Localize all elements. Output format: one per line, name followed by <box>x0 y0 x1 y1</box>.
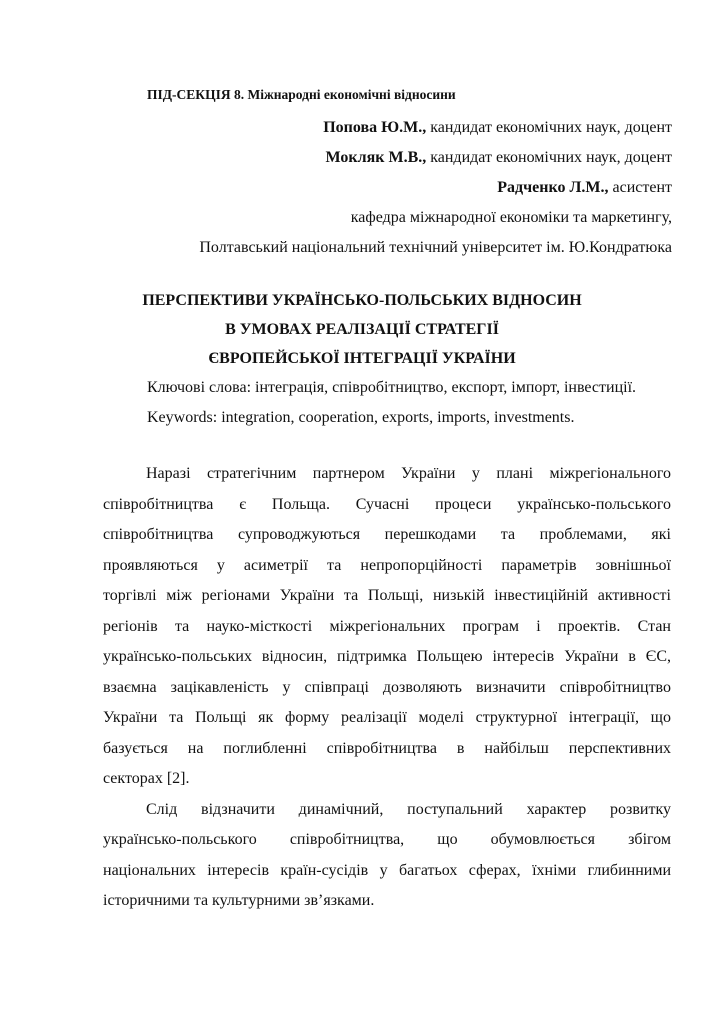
section-title: Міжнародні економічні відносини <box>247 87 456 102</box>
text-line: історичними та культурними зв’язками. <box>103 892 375 909</box>
title-line-1: ПЕРСПЕКТИВИ УКРАЇНСЬКО-ПОЛЬСЬКИХ ВІДНОСИН <box>142 292 582 309</box>
text-line: базується на поглибленні співробітництва в найбільш перспективних <box>103 739 671 757</box>
paper-title <box>0 286 724 373</box>
text-line: Слід відзначити динамічний, поступальний характер розвитку <box>146 800 671 818</box>
text-line: проявляються у асиметрії та непропорційності параметрів зовнішньої <box>103 556 671 574</box>
paragraph-1 <box>103 459 671 795</box>
author-name: Попова Ю.М., <box>323 119 427 136</box>
author-line <box>199 173 672 203</box>
body-text <box>103 459 671 917</box>
text-line: регіонів та науко-місткості міжрегіональних програм і проектів. Стан <box>103 617 671 635</box>
title-line-3: ЄВРОПЕЙСЬКОЇ ІНТЕГРАЦІЇ УКРАЇНИ <box>208 350 516 367</box>
author-line <box>199 143 672 173</box>
text-line: національних інтересів країн-сусідів у багатьох сферах, їхніми глибинними <box>103 861 671 879</box>
author-position: кандидат економічних наук, доцент <box>426 149 672 166</box>
text-line: Наразі стратегічним партнером України у плані міжрегіонального <box>146 465 671 482</box>
text-line: секторах [2]. <box>103 770 190 787</box>
author-name: Радченко Л.М., <box>497 179 609 196</box>
keywords-ukrainian: Ключові слова: інтеграція, співробітництво, експорт, імпорт, інвестиції. <box>147 379 637 396</box>
section-header <box>147 87 456 103</box>
text-line: співробітництва є Польща. Сучасні процеси українсько-польського <box>103 495 671 513</box>
text-line: України та Польщі як форму реалізації моделі структурної інтеграції, що <box>103 709 671 726</box>
text-line: українсько-польського співробітництва, що обумовлюється збігом <box>103 831 671 848</box>
keywords-english: Keywords: integration, cooperation, exports, imports, investments. <box>147 409 575 426</box>
text-line: співробітництва супроводжуються перешкодами та проблемами, які <box>103 526 671 543</box>
author-name: Мокляк М.В., <box>325 149 427 166</box>
text-line: українсько-польських відносин, підтримка Польщею інтересів України в ЄС, <box>103 648 671 665</box>
affiliation-department: кафедра міжнародної економіки та маркетингу, <box>350 209 672 226</box>
authors-block <box>199 113 672 263</box>
text-line: торгівлі між регіонами України та Польщі, низькій інвестиційній активності <box>103 587 671 604</box>
title-line-2: В УМОВАХ РЕАЛІЗАЦІЇ СТРАТЕГІЇ <box>225 321 499 338</box>
author-line <box>199 113 672 143</box>
text-line: взаємна зацікавленість у співпраці дозволяють визначити співробітництво <box>103 678 671 696</box>
author-position: асистент <box>608 179 672 196</box>
section-prefix: ПІД-СЕКЦІЯ 8. <box>147 87 245 102</box>
paragraph-2 <box>103 795 671 917</box>
affiliation-university: Полтавський національний технічний університет ім. Ю.Кондратюка <box>199 239 672 256</box>
keywords-block <box>147 373 636 433</box>
author-position: кандидат економічних наук, доцент <box>426 119 672 136</box>
